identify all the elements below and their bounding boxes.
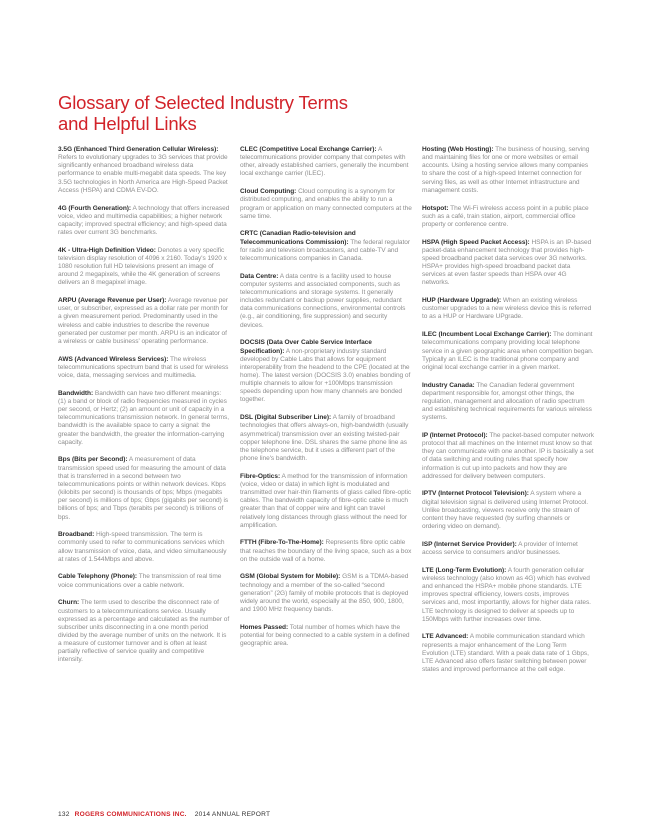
glossary-definition: A data centre is a facility used to house computer systems and associated components, such as telecommunications and storage systems. It generally includes redundant or backup power supplies, redundant data communications connections, environmental controls (e.g., air conditioning, fire suppression) and security devices. bbox=[240, 272, 406, 329]
glossary-entry bbox=[422, 297, 594, 321]
glossary-definition: The term used to describe the disconnect rate of customers to a telecommunications service. Usually expressed as a percentage and calculated as the number of subscriber units disconnecting in a one month period divided by the average number of units on the network. It is a measure of customer turnover and is often at least partially reflective of service quality and competitive intensity. bbox=[58, 599, 230, 664]
glossary-entry bbox=[58, 456, 230, 521]
glossary-definition: A measurement of data transmission speed used for measuring the amount of data that is transferred in a second between two telecommunications points or within network devices. Kbps (kilobits per second) is thousands of bps; Mbps (megabits per second) is millions of bps; Gbps (gigabits per second) is billions of bps; and Tbps (terabits per second) is trillions of bps. bbox=[58, 456, 229, 521]
glossary-term: 3.5G (Enhanced Third Generation Cellular Wireless): bbox=[58, 146, 219, 153]
glossary-entry bbox=[422, 331, 594, 372]
page-footer bbox=[58, 811, 270, 818]
glossary-definition: A system where a digital television signal is delivered using Internet Protocol. Unlike broadcasting, viewers receive only the stream of content they have requested (by surfing channels or ordering video on demand). bbox=[422, 490, 589, 531]
glossary-definition: Refers to evolutionary upgrades to 3G services that provide significantly enhanced broadband wireless data performance to enable multi-megabit data speeds. The key 3.5G technologies in North America are High-Speed Packet Access (HSPA) and CDMA EV-DO. bbox=[58, 154, 228, 194]
glossary-entry bbox=[58, 146, 230, 195]
glossary-term: LTE (Long-Term Evolution): bbox=[422, 566, 507, 574]
glossary-definition: A family of broadband technologies that offers always-on, high-bandwidth (usually asymmetrical) transmission over an existing twisted-pair copper telephone line. DSL shares the same phone line as the telephone service, but it uses a different part of the phone line's bandwidth. bbox=[240, 414, 409, 462]
glossary-definition: The wireless telecommunications spectrum band that is used for wireless voice, data, messaging services and multimedia. bbox=[58, 355, 229, 379]
glossary-term: 4G (Fourth Generation): bbox=[58, 204, 132, 212]
glossary-column-1 bbox=[58, 146, 230, 674]
glossary-entry bbox=[422, 146, 594, 195]
glossary-entry bbox=[240, 188, 412, 221]
glossary-definition: When an existing wireless customer upgrades to a new wireless device this is referred to as a HUP or Hardware UPgrade. bbox=[422, 297, 592, 321]
glossary-term: Cable Telephony (Phone): bbox=[58, 573, 138, 581]
glossary-definition: The federal regulator for radio and television broadcasters, and cable-TV and telecommunications companies in Canada. bbox=[240, 238, 410, 262]
glossary-entry bbox=[422, 432, 594, 481]
glossary-term: FTTH (Fibre-To-The-Home): bbox=[240, 539, 324, 547]
report-name: 2014 ANNUAL REPORT bbox=[194, 811, 271, 818]
glossary-definition: High-speed transmission. The term is commonly used to refer to communications services which allow transmission of voice, data, and video simultaneously at rates of 1.544Mbps and above. bbox=[58, 531, 227, 563]
glossary-term: Fibre-Optics: bbox=[240, 472, 281, 480]
glossary-entry bbox=[58, 297, 230, 346]
glossary-term: Hotspot: bbox=[422, 204, 449, 212]
glossary-entry bbox=[58, 247, 230, 288]
glossary-term: HSPA (High Speed Packet Access): bbox=[422, 238, 530, 246]
glossary-entry bbox=[58, 599, 230, 664]
glossary-term: IP (Internet Protocol): bbox=[422, 431, 488, 439]
glossary-entry bbox=[58, 573, 230, 589]
glossary-term: GSM (Global System for Mobile): bbox=[240, 573, 341, 581]
glossary-entry bbox=[422, 205, 594, 229]
glossary-term: 4K - Ultra-High Definition Video: bbox=[58, 246, 156, 254]
glossary-definition: The dominant telecommunications company providing local telephone service in a given geographic area when competition began. Typically an ILEC is the traditional phone company and original local exchange carrier in a given market. bbox=[422, 331, 594, 371]
glossary-definition: The business of housing, serving and maintaining files for one or more websites or email accounts. Using a hosting service allows many companies to share the cost of a high-speed Internet connection for serving files, as well as other Internet infrastructure and management costs. bbox=[422, 146, 590, 194]
glossary-term: ILEC (Incumbent Local Exchange Carrier): bbox=[422, 331, 552, 339]
glossary-term: Hosting (Web Hosting): bbox=[422, 146, 494, 153]
glossary-definition: A mobile communication standard which represents a major enhancement of the Long Term Evolution (LTE) standard. With a peak data rate of 1 Gbps, LTE Advanced also offers faster switching between power states and improved performance at the cell edge. bbox=[422, 633, 589, 674]
glossary-term: Bandwidth: bbox=[58, 389, 94, 397]
company-name: ROGERS COMMUNICATIONS INC. bbox=[74, 811, 187, 818]
glossary-entry bbox=[240, 414, 412, 463]
glossary-definition: GSM is a TDMA-based technology and a member of the so-called “second generation” (2G) family of mobile protocols that is deployed widely around the world, especially at the 850, 900, 1800, and 1900 MHz frequency bands. bbox=[240, 573, 409, 614]
glossary-term: LTE Advanced: bbox=[422, 633, 469, 641]
glossary-term: ISP (Internet Service Provider): bbox=[422, 540, 517, 548]
glossary-term: Data Centre: bbox=[240, 272, 279, 280]
glossary-entry bbox=[422, 239, 594, 288]
glossary-entry bbox=[422, 541, 594, 557]
glossary-column-2 bbox=[240, 146, 412, 658]
glossary-entry bbox=[240, 339, 412, 404]
glossary-definition: Denotes a very specific television display resolution of 4096 x 2160. Today's 1920 x 1080 resolution full HD televisions present an image of around 2 megapixels, while the 4K generation of screens delivers an 8 megapixel image. bbox=[58, 246, 227, 287]
glossary-entry bbox=[58, 205, 230, 238]
glossary-entry bbox=[240, 473, 412, 530]
glossary-entry bbox=[422, 633, 594, 674]
glossary-term: Churn: bbox=[58, 599, 80, 607]
glossary-entry bbox=[240, 539, 412, 563]
glossary-definition: A method for the transmission of information (voice, video or data) in which light is modulated and transmitted over hair-thin filaments of glass called fibre-optic cables. The bandwidth capacity of fibre-optic cable is much greater than that of copper wire and light can travel relatively long distances through glass without the need for amplification. bbox=[240, 472, 412, 529]
glossary-column-3 bbox=[422, 146, 594, 684]
glossary-entry bbox=[422, 382, 594, 423]
glossary-definition: HSPA is an IP-based packet-data enhancement technology that provides high-speed broadband packet data services over 3G networks. HSPA+ provides high-speed broadband packet data services at even faster speeds than HSPA over 4G networks. bbox=[422, 238, 592, 287]
glossary-term: ARPU (Average Revenue per User): bbox=[58, 297, 167, 305]
glossary-entry bbox=[58, 390, 230, 447]
glossary-term: DOCSIS (Data Over Cable Service Interface Specification): bbox=[240, 339, 372, 355]
glossary-term: Bps (Bits per Second): bbox=[58, 456, 128, 464]
glossary-definition: Average revenue per user, or subscriber, expressed as a dollar rate per month for a given measurement period. Predominantly used in the wireless and cable industries to describe the revenue generated per customer per month. ARPU is an indicator of a wireless or cable business' operating performance. bbox=[58, 297, 229, 345]
glossary-definition: A fourth generation cellular wireless technology (also known as 4G) which has evolved and enhanced the HSPA+ mobile phone standards. LTE improves spectral efficiency, lowers costs, improves services and, most importantly, allows for higher data rates. LTE technology is designed to deliver at speeds up to 150Mbps with further increases over time. bbox=[422, 566, 591, 623]
glossary-term: Industry Canada: bbox=[422, 381, 475, 389]
glossary-definition: A non-proprietary industry standard developed by Cable Labs that allows for equipment interoperability from the headend to the CPE (located at the home). The latest version (DOCSIS 3.0) enables bonding of multiple channels to allow for +100Mbps transmission speeds depending upon how many channels are bonded together. bbox=[240, 347, 411, 404]
glossary-definition: The packet-based computer network protocol that all machines on the Internet must know so that they can communicate with one another. IP is basically a set of data switching and routing rules that specify how information is cut up into packets and how they are addressed for delivery between computers. bbox=[422, 431, 594, 480]
glossary-term: DSL (Digital Subscriber Line): bbox=[240, 414, 332, 422]
glossary-entry bbox=[240, 624, 412, 648]
glossary-term: CRTC (Canadian Radio-television and Telecommunications Commission): bbox=[240, 230, 356, 246]
glossary-term: IPTV (Internet Protocol Television): bbox=[422, 490, 529, 498]
glossary-term: Broadband: bbox=[58, 531, 95, 539]
glossary-definition: Represents fibre optic cable that reaches the boundary of the living space, such as a box on the outside wall of a home. bbox=[240, 539, 412, 563]
glossary-term: HUP (Hardware Upgrade): bbox=[422, 297, 502, 305]
page-title: Glossary of Selected Industry Terms and Helpful Links bbox=[58, 92, 348, 135]
glossary-entry bbox=[58, 531, 230, 564]
glossary-term: CLEC (Competitive Local Exchange Carrier): bbox=[240, 146, 377, 153]
page-number: 132 bbox=[58, 811, 70, 818]
glossary-definition: A provider of Internet access service to consumers and/or businesses. bbox=[422, 540, 578, 556]
glossary-term: Cloud Computing: bbox=[240, 188, 297, 196]
glossary-entry bbox=[58, 356, 230, 380]
glossary-definition: Total number of homes which have the potential for being connected to a cable system in a defined geographic area. bbox=[240, 623, 410, 648]
glossary-term: AWS (Advanced Wireless Services): bbox=[58, 355, 169, 363]
glossary-entry bbox=[422, 490, 594, 531]
glossary-definition: The Wi-Fi wireless access point in a public place such as a café, train station, airport, commercial office property or conference centre. bbox=[422, 204, 589, 228]
glossary-entry bbox=[240, 146, 412, 179]
glossary-definition: Bandwidth can have two different meanings: (1) a band or block of radio frequencies measured in cycles per second, or Hertz; (2) an amount or unit of capacity in a telecommunications transmission network. In general terms, bandwidth is the available space to carry a signal: the greater the bandwidth, the greater the information-carrying capacity. bbox=[58, 389, 230, 446]
glossary-definition: The Canadian federal government department responsible for, amongst other things, the regulation, management and allocation of radio spectrum and establishing technical requirements for various wireless systems. bbox=[422, 381, 592, 422]
glossary-definition: Cloud computing is a synonym for distributed computing, and enables the ability to run a program or application on many connected computers at the same time. bbox=[240, 188, 412, 220]
glossary-definition: A technology that offers increased voice, video and multimedia capabilities; a higher network capacity; improved spectral efficiency; and high-speed data rates over current 3G benchmarks. bbox=[58, 204, 230, 236]
glossary-definition: A telecommunications provider company that competes with other, already established carriers, generally the incumbent local exchange carrier (ILEC). bbox=[240, 146, 409, 178]
glossary-entry bbox=[240, 273, 412, 330]
glossary-entry bbox=[422, 567, 594, 624]
glossary-entry bbox=[240, 230, 412, 263]
glossary-entry bbox=[240, 573, 412, 614]
glossary-term: Homes Passed: bbox=[240, 623, 289, 631]
glossary-definition: The transmission of real time voice communications over a cable network. bbox=[58, 573, 222, 589]
